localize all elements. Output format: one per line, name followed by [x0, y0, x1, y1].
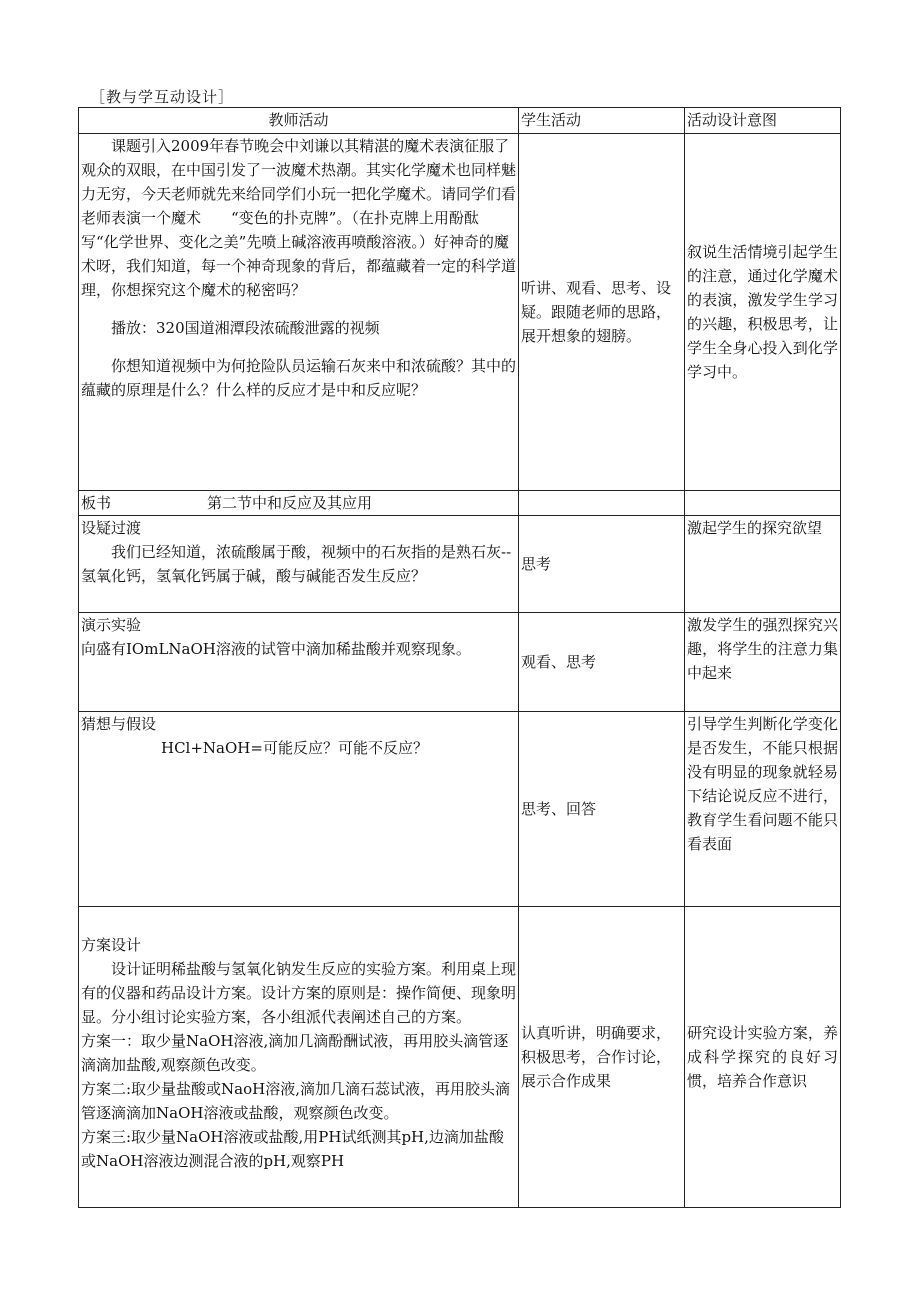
teacher-activity-cell [79, 134, 519, 491]
empty-cell [519, 491, 685, 516]
video-paragraph: 播放：320国道湘潭段浓硫酸泄露的视频 [111, 319, 380, 337]
teacher-activity-cell [79, 712, 519, 907]
teacher-activity-cell [79, 613, 519, 712]
design-intent-cell: 叙说生活情境引起学生的注意，通过化学魔术的表演，激发学生学习的兴趣，积极思考，让学生全身心投入到化学学习中。 [685, 134, 841, 491]
table-row [79, 712, 841, 907]
header-design-intent: 活动设计意图 [685, 108, 841, 134]
section-title: ［教与学互动设计］ [90, 88, 235, 106]
table-header-row [79, 108, 841, 134]
row-text: 我们已经知道，浓硫酸属于酸，视频中的石灰指的是熟石灰--氢氧化钙，氢氧化钙属于碱，酸与碱能否发生反应？ [81, 543, 512, 585]
student-activity-cell: 认真听讲，明确要求，积极思考，合作讨论，展示合作成果 [519, 907, 685, 1208]
row-heading: 演示实验 [81, 616, 142, 634]
teacher-activity-cell [79, 516, 519, 613]
table-row [79, 134, 841, 491]
design-intent-cell: 激发学生的强烈探究兴趣，将学生的注意力集中起来 [685, 613, 841, 712]
header-student-activity: 学生活动 [519, 108, 685, 134]
plan-three: 方案三:取少量NaOH溶液或盐酸,用PH试纸测其pH,边滴加盐酸或NaOH溶液边测混合液的pH,观察PH [81, 1128, 504, 1170]
blackboard-label: 板书 [81, 494, 112, 512]
student-activity-cell: 观看、思考 [519, 613, 685, 712]
row-heading: 方案设计 [81, 936, 142, 954]
interaction-design-table [78, 107, 841, 1208]
table-row [79, 907, 841, 1208]
plan-intro: 设计证明稀盐酸与氢氧化钠发生反应的实验方案。利用桌上现有的仪器和药品设计方案。设计方案的原则是：操作简便、现象明显。分小组讨论实验方案，各小组派代表阐述自己的方案。 [81, 960, 517, 1026]
row-heading: 设疑过渡 [81, 519, 142, 537]
student-activity-cell: 思考 [519, 516, 685, 613]
empty-cell [685, 491, 841, 516]
header-teacher-activity: 教师活动 [79, 108, 519, 134]
plan-two: 方案二:取少量盐酸或NaoH溶液,滴加几滴石蕊试液，再用胶头滴管逐滴滴加NaOH溶液或盐酸，观察颜色改变。 [81, 1080, 511, 1122]
plan-one: 方案一：取少量NaOH溶液,滴加几滴酚酬试液，再用胶头滴管逐滴滴加盐酸,观察颜色改变。 [81, 1032, 509, 1074]
table-row [79, 491, 841, 516]
lesson-title: 第二节中和反应及其应用 [207, 494, 373, 512]
row-heading: 猜想与假设 [81, 715, 157, 733]
table-row [79, 613, 841, 712]
teacher-activity-cell [79, 907, 519, 1208]
table-row [79, 516, 841, 613]
design-intent-cell: 引导学生判断化学变化是否发生，不能只根据没有明显的现象就轻易下结论说反应不进行，教育学生看问题不能只看表面 [685, 712, 841, 907]
row-text: 向盛有IOmLNaOH溶液的试管中滴加稀盐酸并观察现象。 [81, 640, 471, 658]
hypothesis-text: HCl+NaOH=可能反应？可能不反应？ [161, 739, 428, 757]
question-paragraph: 你想知道视频中为何抢险队员运输石灰来中和浓硫酸？其中的蕴藏的原理是什么？什么样的反应才是中和反应呢？ [81, 357, 517, 399]
design-intent-cell: 研究设计实验方案，养成科学探究的良好习惯，培养合作意识 [685, 907, 841, 1208]
student-activity-cell: 思考、回答 [519, 712, 685, 907]
student-activity-cell: 听讲、观看、思考、设疑。跟随老师的思路，展开想象的翅膀。 [519, 134, 685, 491]
intro-paragraph: 课题引入2009年春节晚会中刘谦以其精湛的魔术表演征服了观众的双眼，在中国引发了一波魔术热潮。其实化学魔术也同样魅力无穷，今天老师就先来给同学们小玩一把化学魔术。请同学们看老师表演一个魔术 “变色的扑克牌”。（在扑克牌上用酚酞写“化学世界、变化之美”先喷上碱溶液再喷酸溶液。）好神奇的魔术呀，我们知道，每一个神奇现象的背后，都蕴藏着一定的科学道理，你想探究这个魔术的秘密吗？ [81, 137, 517, 299]
design-intent-cell: 激起学生的探究欲望 [685, 516, 841, 613]
blackboard-cell [79, 491, 519, 516]
